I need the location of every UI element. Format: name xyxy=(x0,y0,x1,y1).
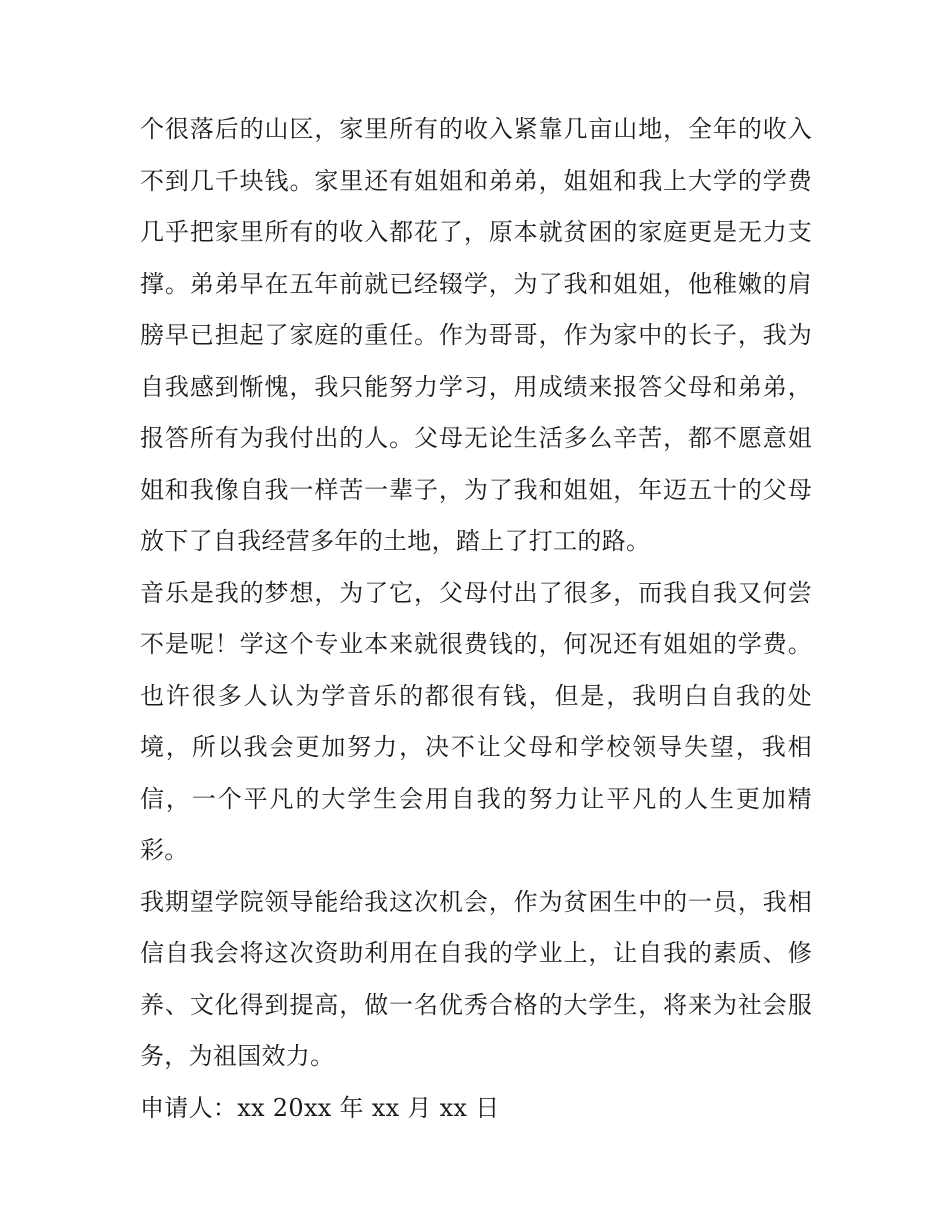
paragraph-family-background: 个很落后的山区，家里所有的收入紧靠几亩山地，全年的收入不到几千块钱。家里还有姐姐和弟弟，姐姐和我上大学的学费几乎把家里所有的收入都花了，原本就贫困的家庭更是无力支撑。弟弟早在五年前就已经辍学，为了我和姐姐，他稚嫩的肩膀早已担起了家庭的重任。作为哥哥，作为家中的长子，我为自我感到惭愧，我只能努力学习，用成绩来报答父母和弟弟，报答所有为我付出的人。父母无论生活多么辛苦，都不愿意姐姐和我像自我一样苦一辈子，为了我和姐姐，年迈五十的父母放下了自我经营多年的土地，踏上了打工的路。 xyxy=(140,115,812,555)
paragraph-request: 我期望学院领导能给我这次机会，作为贫困生中的一员，我相信自我会将这次资助利用在自我的学业上，让自我的素质、修养、文化得到提高，做一名优秀合格的大学生，将来为社会服务，为祖国效力。 xyxy=(140,887,812,1070)
paragraph-music-dream: 音乐是我的梦想，为了它，父母付出了很多，而我自我又何尝不是呢！学这个专业本来就很费钱的，何况还有姐姐的学费。也许很多人认为学音乐的都很有钱，但是，我明白自我的处境，所以我会更加努力，决不让父母和学校领导失望，我相信，一个平凡的大学生会用自我的努力让平凡的人生更加精彩。 xyxy=(140,578,812,864)
signature-line: 申请人：xx 20xx 年 xx 月 xx 日 xyxy=(140,1093,500,1122)
document-body xyxy=(140,104,812,1134)
